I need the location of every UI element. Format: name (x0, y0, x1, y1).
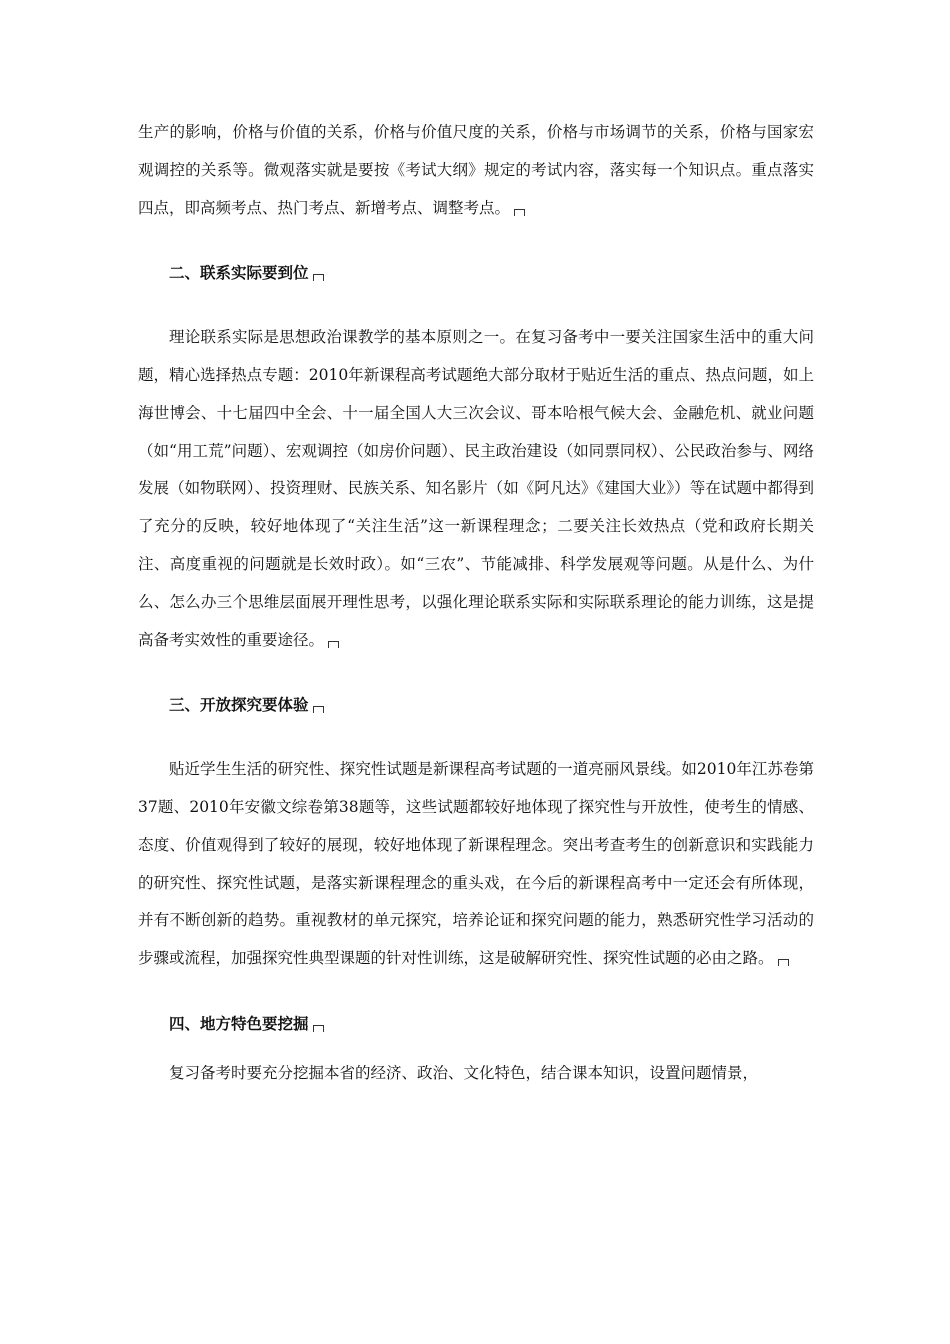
section-heading-2 (138, 254, 814, 292)
heading-text: 三、开放探究要体验 (169, 695, 309, 715)
paragraph-mark-icon (313, 274, 324, 281)
heading-text: 二、联系实际要到位 (169, 263, 309, 283)
spacer (138, 292, 814, 319)
heading-text: 四、地方特色要挖掘 (169, 1013, 309, 1033)
spacer (138, 978, 814, 1005)
spacer (138, 227, 814, 254)
paragraph-price-relations (138, 114, 814, 227)
paragraph-mark-icon (313, 706, 324, 713)
paragraph-theory-practice (138, 319, 814, 659)
paragraph-text: 贴近学生生活的研究性、探究性试题是新课程高考试题的一道亮丽风景线。如2010年江苏卷第37题、2010年安徽文综卷第38题等，这些试题都较好地体现了探究性与开放性，使考生的情感、态度、价值观得到了较好的展现，较好地体现了新课程理念。突出考查考生的创新意识和实践能力的研究性、探究性试题，是落实新课程理念的重头戏，在今后的新课程高考中一定还会有所体现，并有不断创新的趋势。重视教材的单元探究，培养论证和探究问题的能力，熟悉研究性学习活动的步骤或流程，加强探究性典型课题的针对性训练，这是破解研究性、探究性试题的必由之路。 (138, 760, 814, 968)
paragraph-open-inquiry (138, 751, 814, 978)
paragraph-mark-icon (313, 1025, 324, 1032)
paragraph-mark-icon (514, 209, 525, 216)
spacer (138, 724, 814, 751)
paragraph-text: 复习备考时要充分挖掘本省的经济、政治、文化特色，结合课本知识，设置问题情景， (169, 1063, 759, 1082)
paragraph-mark-icon (328, 641, 339, 648)
spacer (138, 1043, 814, 1055)
paragraph-local-features (138, 1055, 814, 1093)
spacer (138, 659, 814, 686)
document-page (138, 114, 814, 1093)
paragraph-text: 生产的影响，价格与价值的关系，价格与价值尺度的关系，价格与市场调节的关系，价格与国家宏观调控的关系等。微观落实就是要按《考试大纲》规定的考试内容，落实每一个知识点。重点落实四点，即高频考点、热门考点、新增考点、调整考点。 (138, 123, 814, 217)
section-heading-3 (138, 686, 814, 724)
section-heading-4 (138, 1005, 814, 1043)
paragraph-mark-icon (778, 959, 789, 966)
paragraph-text: 理论联系实际是思想政治课教学的基本原则之一。在复习备考中一要关注国家生活中的重大问题，精心选择热点专题：2010年新课程高考试题绝大部分取材于贴近生活的重点、热点问题，如上海世博会、十七届四中全会、十一届全国人大三次会议、哥本哈根气候大会、金融危机、就业问题（如“用工荒”问题）、宏观调控（如房价问题）、民主政治建设（如同票同权）、公民政治参与、网络发展（如物联网）、投资理财、民族关系、知名影片（如《阿凡达》《建国大业》）等在试题中都得到了充分的反映，较好地体现了“关注生活”这一新课程理念；二要关注长效热点（党和政府长期关注、高度重视的问题就是长效时政）。如“三农”、节能减排、科学发展观等问题。从是什么、为什么、怎么办三个思维层面展开理性思考，以强化理论联系实际和实际联系理论的能力训练，这是提高备考实效性的重要途径。 (138, 328, 814, 649)
